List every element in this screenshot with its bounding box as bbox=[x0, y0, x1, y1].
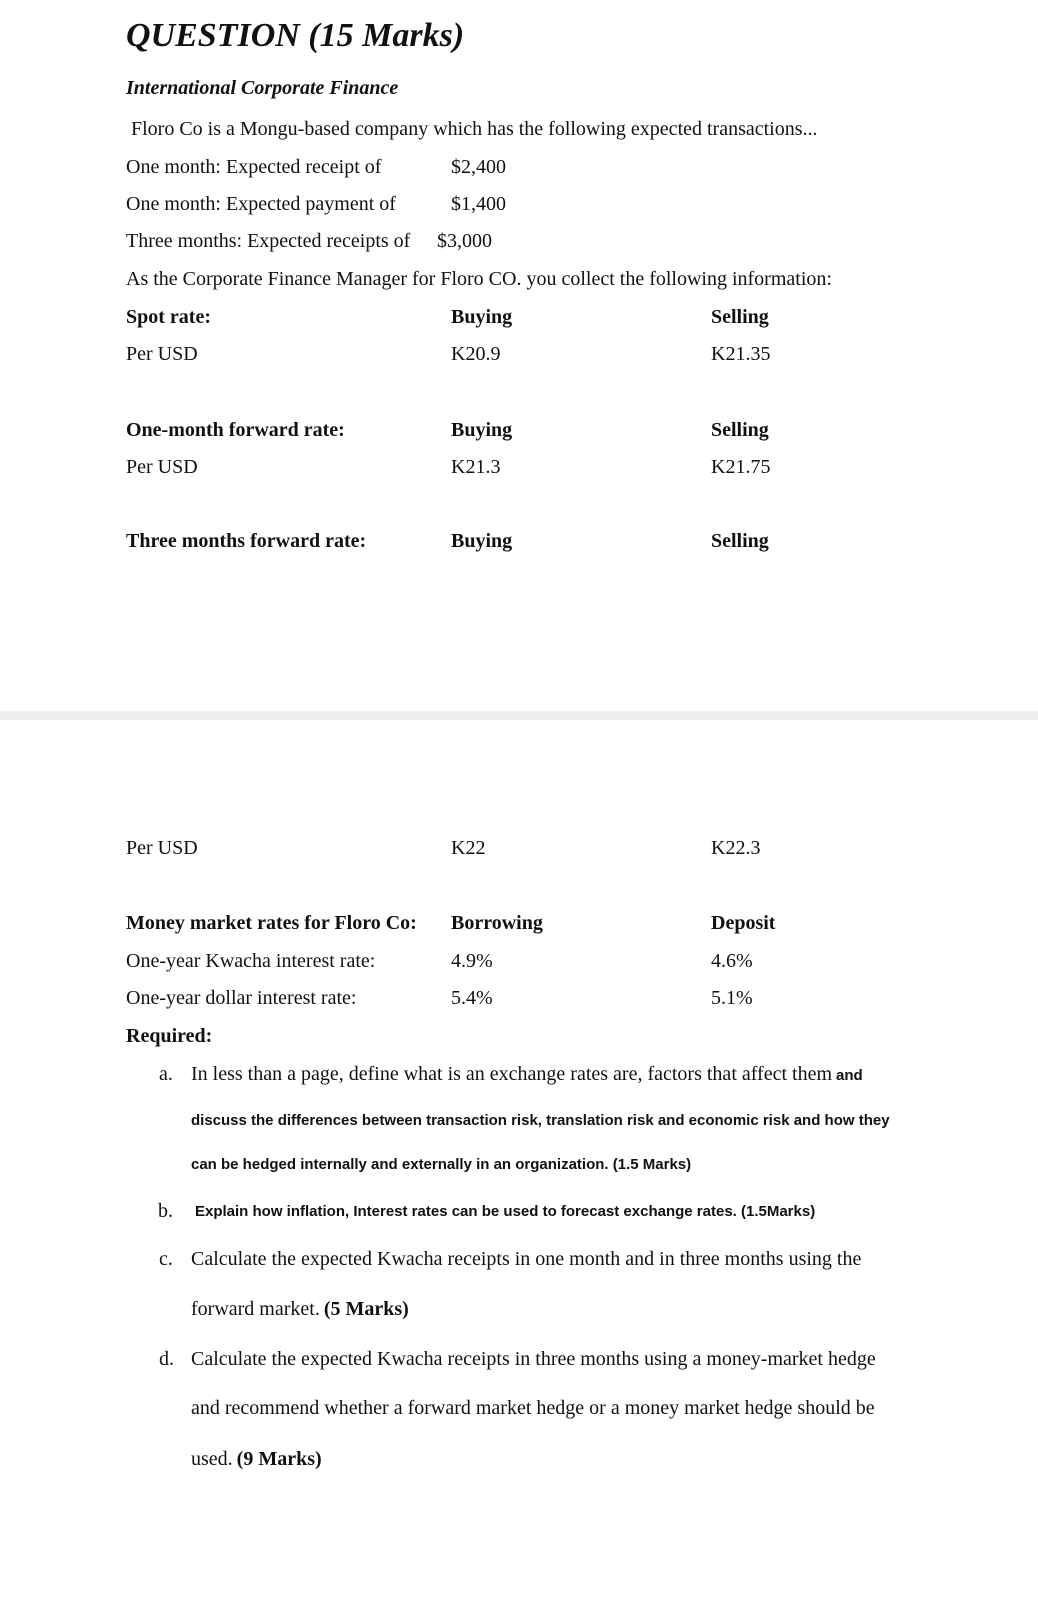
money-market-label: Money market rates for Floro Co: bbox=[126, 912, 417, 934]
item-c-letter: c. bbox=[159, 1248, 173, 1270]
item-d-marks: (9 Marks) bbox=[236, 1448, 322, 1470]
item-b-text: Explain how inflation, Interest rates can be used to forecast exchange rates. (1.5Marks) bbox=[195, 1203, 816, 1220]
deposit-rate: 4.6% bbox=[711, 950, 753, 972]
borrowing-header: Borrowing bbox=[451, 912, 543, 934]
borrowing-rate: 5.4% bbox=[451, 987, 493, 1009]
interest-row-label: One-year Kwacha interest rate: bbox=[126, 950, 376, 972]
item-d-line1: Calculate the expected Kwacha receipts in three months using a money-market hedge bbox=[191, 1348, 876, 1370]
transaction-amount: $3,000 bbox=[437, 230, 492, 252]
spot-selling-header: Selling bbox=[711, 306, 769, 328]
required-label: Required: bbox=[126, 1025, 213, 1047]
item-c-line2-text: forward market. bbox=[191, 1298, 320, 1320]
item-a-letter: a. bbox=[159, 1063, 173, 1085]
item-d-line3 bbox=[191, 1447, 322, 1471]
borrowing-rate: 4.9% bbox=[451, 950, 493, 972]
item-b-letter: b. bbox=[158, 1200, 173, 1222]
spot-selling-value: K21.35 bbox=[711, 343, 771, 365]
spot-buying-value: K20.9 bbox=[451, 343, 501, 365]
three-month-selling-header: Selling bbox=[711, 530, 769, 552]
transaction-amount: $1,400 bbox=[451, 193, 506, 215]
deposit-header: Deposit bbox=[711, 912, 776, 934]
one-month-buying-value: K21.3 bbox=[451, 456, 501, 478]
three-month-buying-header: Buying bbox=[451, 530, 513, 552]
one-month-forward-label: One-month forward rate: bbox=[126, 419, 345, 441]
item-a-line1-text: In less than a page, define what is an exchange rates are, factors that affect them bbox=[191, 1063, 833, 1085]
item-a-line1-and: and bbox=[836, 1067, 863, 1084]
three-month-row-label: Per USD bbox=[126, 837, 198, 859]
spot-row-label: Per USD bbox=[126, 343, 198, 365]
item-d-line2: and recommend whether a forward market hedge or a money market hedge should be bbox=[191, 1397, 875, 1419]
three-month-selling-value: K22.3 bbox=[711, 837, 761, 859]
item-a-line2: discuss the differences between transaction risk, translation risk and economic risk and how they bbox=[191, 1112, 890, 1129]
one-month-buying-header: Buying bbox=[451, 419, 513, 441]
spot-rate-label: Spot rate: bbox=[126, 306, 211, 328]
interest-row-label: One-year dollar interest rate: bbox=[126, 987, 357, 1009]
transaction-label: One month: Expected payment of bbox=[126, 193, 396, 215]
item-d-letter: d. bbox=[159, 1348, 174, 1370]
item-c-line1: Calculate the expected Kwacha receipts in one month and in three months using the bbox=[191, 1248, 862, 1270]
three-month-forward-label: Three months forward rate: bbox=[126, 530, 367, 552]
item-a-line1 bbox=[191, 1062, 863, 1086]
item-c-line2 bbox=[191, 1297, 409, 1321]
page-break bbox=[0, 711, 1038, 720]
spot-buying-header: Buying bbox=[451, 306, 513, 328]
deposit-rate: 5.1% bbox=[711, 987, 753, 1009]
question-title: QUESTION (15 Marks) bbox=[126, 17, 465, 54]
item-c-marks: (5 Marks) bbox=[323, 1298, 409, 1320]
intro-text: Floro Co is a Mongu-based company which has the following expected transactions... bbox=[131, 118, 818, 140]
one-month-selling-value: K21.75 bbox=[711, 456, 771, 478]
info-line: As the Corporate Finance Manager for Floro CO. you collect the following information: bbox=[126, 268, 832, 290]
item-a-line3: can be hedged internally and externally in an organization. (1.5 Marks) bbox=[191, 1156, 692, 1173]
transaction-label: One month: Expected receipt of bbox=[126, 156, 382, 178]
one-month-row-label: Per USD bbox=[126, 456, 198, 478]
transaction-label: Three months: Expected receipts of bbox=[126, 230, 411, 252]
one-month-selling-header: Selling bbox=[711, 419, 769, 441]
transaction-amount: $2,400 bbox=[451, 156, 506, 178]
section-subtitle: International Corporate Finance bbox=[126, 77, 399, 99]
three-month-buying-value: K22 bbox=[451, 837, 486, 859]
item-d-line3-text: used. bbox=[191, 1448, 233, 1470]
